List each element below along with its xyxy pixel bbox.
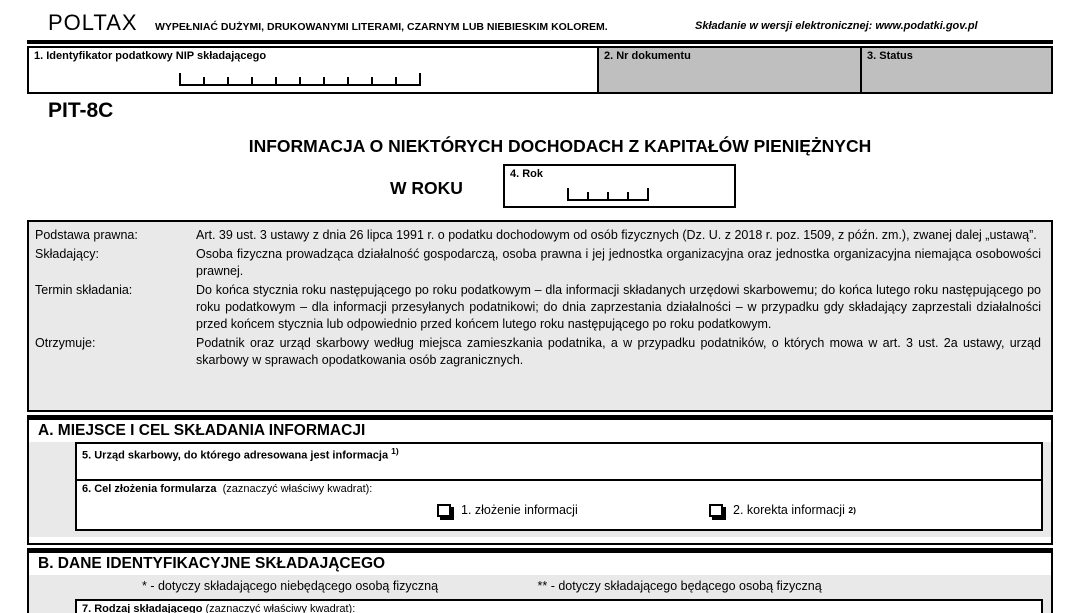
year-row xyxy=(27,163,1053,209)
rok-field-label: 4. Rok xyxy=(510,168,544,180)
legal-row-text: Osoba fizyczna prowadząca działalność gospodarczą, osoba prawna i jej jednostka organizacyjna oraz jednostka organizacyjna niemająca osobowości prawnej. xyxy=(196,247,1041,278)
legal-row-label: Otrzymuje: xyxy=(35,336,96,350)
legal-row xyxy=(35,335,1041,369)
legend-individual: ** - dotyczy składającego będącego osobą fizyczną xyxy=(537,579,822,593)
legal-row-text: Art. 39 ust. 3 ustawy z dnia 26 lipca 1991 r. o podatku dochodowym od osób fizycznych (Dz. U. z 2018 r. poz. 1509, z późn. zm.), zwanej dalej „ustawą”. xyxy=(196,228,1037,242)
field5-label: 5. Urząd skarbowy, do którego adresowana jest informacja $^{1)}$ xyxy=(82,446,399,462)
legal-row-text: Podatnik oraz urząd skarbowy według miejsca zamieszkania podatnika, a w przypadku podatników, o których mowa w art. 3 ust. 2a ustawy, urząd skarbowy w sprawach opodatkowania osób zagranicznych. xyxy=(196,336,1041,367)
asterisk-legend xyxy=(29,575,1051,599)
nr-dokumentu-label: 2. Nr dokumentu xyxy=(604,50,691,62)
field6-cel-zlozenia xyxy=(75,479,1043,531)
section-b-title: B. DANE IDENTYFIKACYJNE SKŁADAJĄCEGO xyxy=(29,553,1051,575)
field5-urzad-skarbowy[interactable] xyxy=(75,442,1043,481)
checkbox-icon[interactable] xyxy=(437,504,451,517)
legal-row xyxy=(35,227,1041,244)
header-divider xyxy=(27,40,1053,44)
field6-hint: (zaznaczyć właściwy kwadrat): xyxy=(222,483,373,495)
fill-instruction: WYPEŁNIAĆ DUŻYMI, DRUKOWANYMI LITERAMI, CZARNYM LUB NIEBIESKIM KOLOREM. xyxy=(155,21,608,33)
section-a xyxy=(27,415,1053,545)
option-zlozenie-informacji[interactable] xyxy=(437,503,578,517)
footnote-ref-2: 2) xyxy=(848,505,856,515)
field7-label: 7. Rodzaj składającego (zaznaczyć właściwy kwadrat): xyxy=(82,603,356,613)
nr-dokumentu-field[interactable] xyxy=(597,48,860,92)
form-header xyxy=(27,6,1053,40)
footnote-ref-1: 1) xyxy=(391,446,399,456)
option-label: 2. korekta informacji xyxy=(733,503,845,517)
form-title: INFORMACJA O NIEKTÓRYCH DOCHODACH Z KAPITAŁÓW PIENIĘŻNYCH xyxy=(248,136,872,156)
legal-row xyxy=(35,246,1041,280)
status-label: 3. Status xyxy=(867,50,913,62)
legal-row-text: Do końca stycznia roku następującego po roku podatkowym – dla informacji składanych urzędowi skarbowemu; do końca lutego roku następującego po roku podatkowym – dla informacji przesyłanych podatnikowi; do dnia zaprzestania działalności – w przypadku gdy składający zaprzestali działalności przed końcem stycznia lub odpowiednio przed końcem lutego roku następującego po roku podatkowym. xyxy=(196,283,1041,331)
legal-row-label: Składający: xyxy=(35,247,99,261)
status-field[interactable] xyxy=(860,48,1051,92)
rok-field[interactable] xyxy=(503,164,736,208)
field7-hint: (zaznaczyć właściwy kwadrat): xyxy=(205,603,356,613)
field7-rodzaj-skladajacego[interactable] xyxy=(75,599,1043,613)
option-label: 1. złożenie informacji xyxy=(461,503,578,517)
rok-comb-input[interactable] xyxy=(567,189,649,201)
legal-row-label: Podstawa prawna: xyxy=(35,228,138,242)
poltax-logo: POLTAX xyxy=(48,10,138,35)
field6-label: 6. Cel złożenia formularza (zaznaczyć właściwy kwadrat): xyxy=(82,483,373,495)
checkbox-icon[interactable] xyxy=(709,504,723,517)
efiling-note: Składanie w wersji elektronicznej: www.podatki.gov.pl xyxy=(695,20,978,32)
w-roku-label: W ROKU xyxy=(390,178,463,198)
legal-row-label: Termin składania: xyxy=(35,283,133,297)
legend-non-individual: * - dotyczy składającego niebędącego osobą fizyczną xyxy=(142,579,439,593)
id-row xyxy=(27,46,1053,94)
legal-info-panel xyxy=(27,220,1053,412)
option-korekta-informacji[interactable] xyxy=(709,503,856,517)
section-a-body xyxy=(29,442,1051,537)
section-b xyxy=(27,548,1053,613)
form-code: PIT-8C xyxy=(48,99,114,122)
section-a-title: A. MIEJSCE I CEL SKŁADANIA INFORMACJI xyxy=(29,420,1051,442)
nip-field-label: 1. Identyfikator podatkowy NIP składającego xyxy=(34,50,267,62)
section-b-body xyxy=(29,599,1051,613)
legal-row xyxy=(35,282,1041,333)
nip-comb-input[interactable] xyxy=(179,74,421,86)
nip-field[interactable] xyxy=(29,48,597,92)
